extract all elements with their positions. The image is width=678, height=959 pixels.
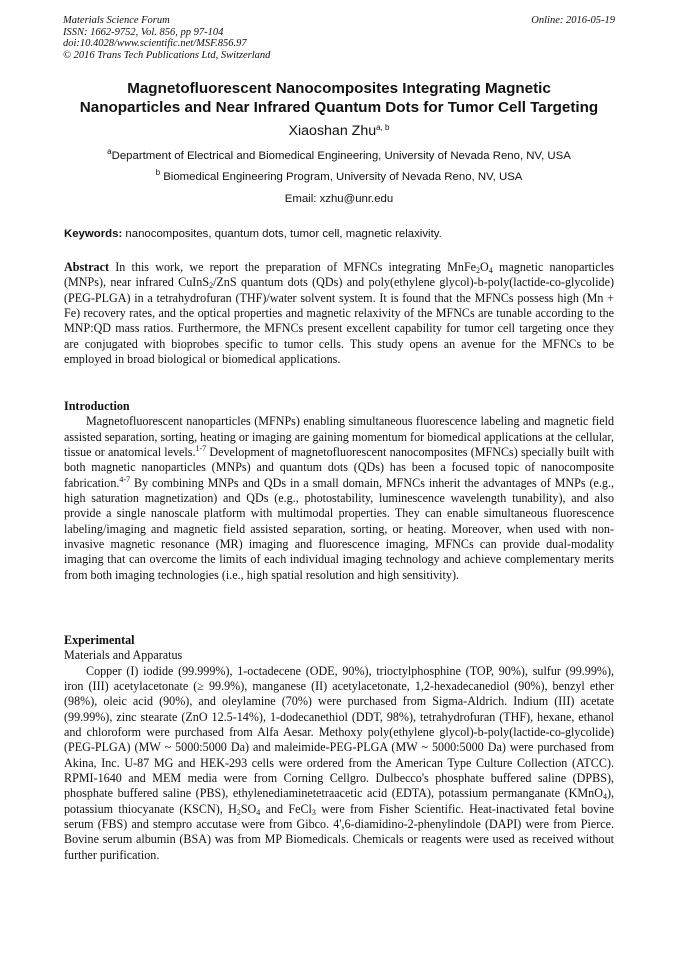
experimental-section: [64, 633, 614, 863]
journal-issn: ISSN: 1662-9752, Vol. 856, pp 97-104: [63, 26, 224, 38]
materials-paragraph: [64, 664, 614, 863]
subscript: 4: [488, 266, 493, 275]
title-line-2: Nanoparticles and Near Infrared Quantum Dots for Tumor Cell Targeting: [79, 99, 599, 116]
journal-header: [63, 15, 270, 61]
exp-text-1: Copper (I) iodide (99.999%), 1-octadecene (ODE, 90%), trioctylphosphine (TOP, 90%), sulfur (99.99%), iron (III) acetylacetonate (≥ 99.9%), manganese (II) acetylacetonate, 1,2-hexadecanediol (90%), benzyl ether (98%), oleic acid (90%), and oleylamine (70%) were purchased from Sigma-Aldrich. Indium (III) acetate (99.99%), zinc stearate (ZnO 12.5-14%), 1-dodecanethiol (DDT, 98%), tetrahydrofuran (THF), hexane, ethanol and chloroform were purchased from Alfa Aesar. Methoxy poly(ethylene glycol)-b-poly(lactide-co-glycolide) (PEG-PLGA) (MW ~ 5000:5000 Da) and maleimide-PEG-PLGA (MW ~ 5000:5000 Da) were purchased from Akina, Inc. U-87 MG and HEK-293 cells were ordered from the American Type Culture Collection (ATCC). RPMI-1640 and MEM media were from Corning Cellgro. Dulbecco's phosphate buffered saline (DPBS), phosphate buffered saline (PBS), ethylenediaminetetraacetic acid (EDTA), potassium permanganate (KMnO: [64, 663, 614, 801]
intro-text-3: By combining MNPs and QDs in a small domain, MFNCs inherit the advantages of MNPs (e.g., high saturation magnetization) and QDs (e.g., photostability, luminescence wavelength tunability), and also provide a single nanoscale platform with multimodal properties. They can enable simultaneous fluorescence labeling/imaging and magnetic field assisted separation, sorting, or heating. Moreover, when used with non-invasive magnetic resonance (MR) imaging and fluorescence imaging, MFNCs can provide dual-modality imaging that can overcome the limits of each individual imaging technology and achieve complementary merits from both imaging technologies (i.e., high spatial resolution and high sensitivity).: [64, 475, 614, 582]
affiliation-text: Biomedical Engineering Program, University of Nevada Reno, NV, USA: [163, 171, 523, 183]
exp-text-4: and FeCl: [260, 801, 312, 816]
author-affiliation-marks: a, b: [376, 123, 390, 132]
author-email[interactable]: Email: xzhu@unr.edu: [284, 193, 394, 205]
materials-subheading: Materials and Apparatus: [64, 648, 183, 663]
abstract-text-1: In this work, we report the preparation of MFNCs integrating MnFe: [115, 260, 477, 274]
affiliation-mark: b: [155, 168, 161, 177]
paper-title: [40, 79, 638, 117]
abstract-paragraph: [64, 260, 614, 367]
introduction-section: [64, 399, 614, 583]
title-line-1: Magnetofluorescent Nanocomposites Integrating Magnetic: [127, 80, 551, 97]
abstract-text-4: /ZnS quantum dots (QDs) and poly(ethylene glycol)-b-poly(lactide-co-glycolide) (PEG-PLGA) in a tetrahydrofuran (THF)/water solvent system. It is found that the MFNCs possess high (Mn + Fe) recovery rates, and the optical properties and magnetic relaxivity of the MFNCs are tunable according to the MNP:QD mass ratios. Furthermore, the MFNCs present excellent capability for tumor cell targeting once they are conjugated with bioprobes specific to tumor cells. This study opens an avenue for the MFNCs to be employed in broad biological or biomedical applications.: [64, 275, 614, 367]
citation-ref[interactable]: 1-7: [195, 444, 207, 454]
abstract-text-2: O: [480, 260, 489, 274]
subscript: 3: [311, 807, 316, 817]
abstract-section: [64, 260, 614, 367]
author-name: Xiaoshan Zhu: [288, 123, 377, 139]
subscript: 2: [476, 266, 481, 275]
subscript: 4: [602, 792, 607, 802]
introduction-heading: Introduction: [64, 399, 130, 413]
subscript: 4: [256, 807, 261, 817]
affiliation-mark: a: [107, 147, 112, 156]
copyright-notice: © 2016 Trans Tech Publications Ltd, Switzerland: [63, 49, 271, 61]
affiliation-a: [40, 147, 638, 162]
author-line: [40, 123, 638, 139]
subscript: 2: [236, 807, 241, 817]
keywords-text: nanocomposites, quantum dots, tumor cell, magnetic relaxivity.: [125, 228, 442, 240]
journal-doi[interactable]: doi:10.4028/www.scientific.net/MSF.856.97: [63, 38, 247, 50]
keywords: [64, 228, 620, 240]
experimental-heading: Experimental: [64, 633, 135, 647]
citation-ref[interactable]: 4-7: [119, 474, 131, 484]
intro-text-1: Magnetofluorescent nanoparticles (MFNPs) enabling simultaneous fluorescence labeling and magnetic field assisted separation, sorting, heating or imaging are gaining momentum for biomedical applications at the cellular, tissue or anatomical levels.: [64, 414, 614, 460]
journal-name: Materials Science Forum: [63, 15, 170, 26]
abstract-label: Abstract: [64, 260, 110, 274]
exp-text-5: were from Fisher Scientific. Heat-inactivated fetal bovine serum (FBS) and stempro accutase were from Gibco. 4',6-diamidino-2-phenylindole (DAPI) were from Pierce. Bovine serum albumin (BSA) was from MP Biomedicals. Chemicals or reagents were used as received without further purification.: [64, 801, 615, 862]
subscript: 2: [209, 281, 214, 291]
keywords-label: Keywords:: [64, 228, 123, 240]
affiliation-text: Department of Electrical and Biomedical Engineering, University of Nevada Reno, NV, USA: [111, 150, 571, 162]
affiliation-b: [40, 168, 638, 183]
introduction-paragraph: [64, 414, 614, 583]
online-date: Online: 2016-05-19: [531, 15, 615, 26]
abstract-text-3: magnetic nanoparticles (MNPs), near infrared CuInS: [64, 260, 615, 290]
exp-text-3: SO: [240, 801, 257, 816]
intro-text-2: Development of magnetofluorescent nanocomposites (MFNCs) specially built with both magnetic nanoparticles (MNPs) and quantum dots (QDs) has been a focused topic of nanocomposite fabrication.: [64, 445, 615, 490]
exp-text-2: ), potassium thiocyanate (KSCN), H: [64, 786, 614, 816]
